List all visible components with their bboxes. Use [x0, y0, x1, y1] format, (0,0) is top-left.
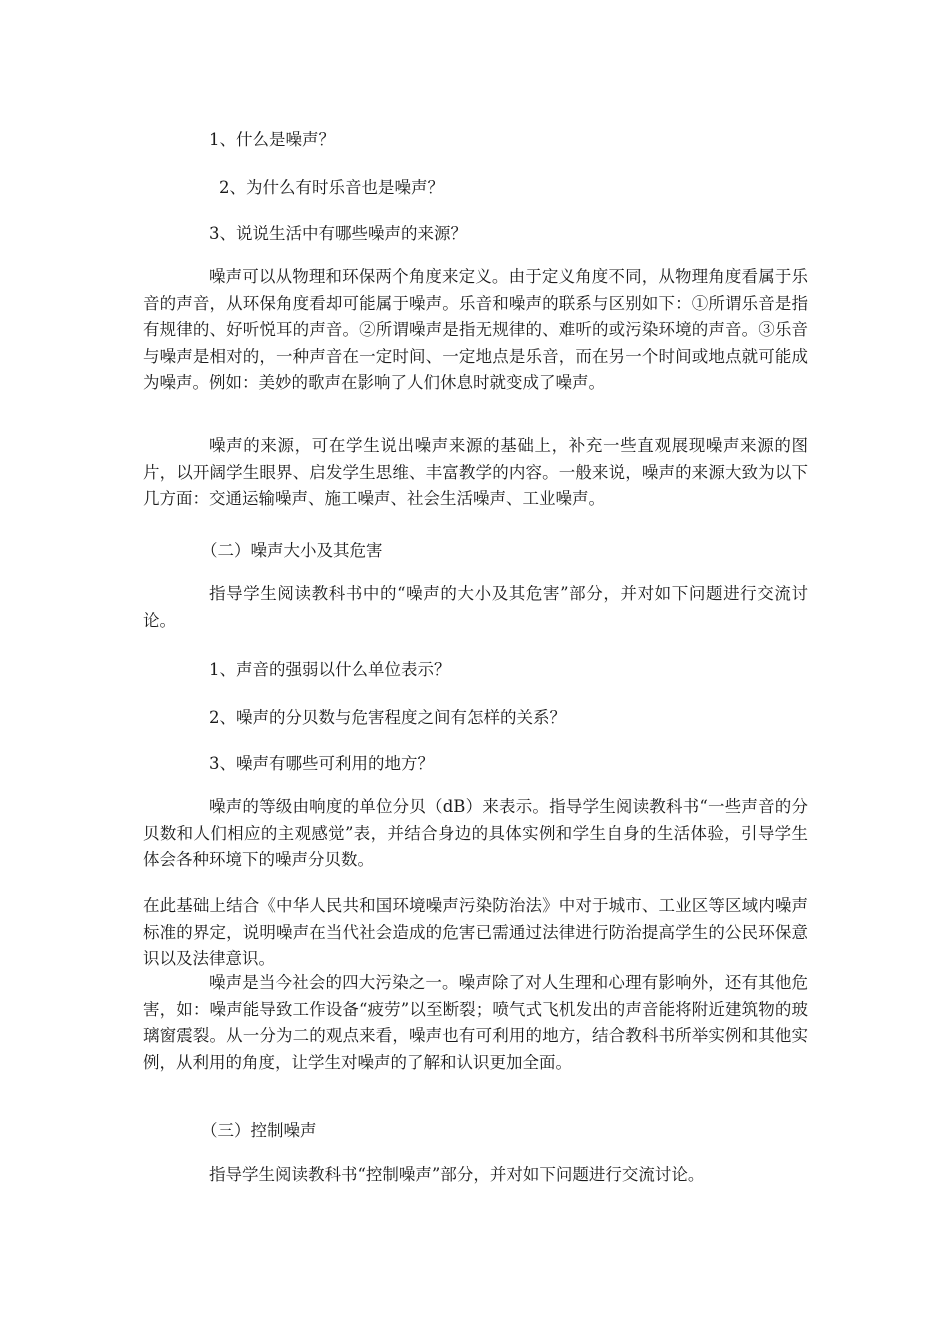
paragraph-guide-control-noise: 指导学生阅读教科书“控制噪声”部分，并对如下问题进行交流讨论。	[209, 1165, 705, 1184]
question-noise-sources: 3、说说生活中有哪些噪声的来源？	[209, 224, 467, 243]
question-what-is-noise: 1、什么是噪声？	[209, 130, 335, 149]
paragraph-four-pollutions: 噪声是当今社会的四大污染之一。噪声除了对人生理和心理有影响外，还有其他危害，如：噪声能导致工作设备“疲劳”以至断裂；喷气式飞机发出的声音能将附近建筑物的玻璃窗震裂。从一分为二的观点来看，噪声也有可利用的地方，结合教科书所举实例和其他实例，从利用的角度，让学生对噪声的了解和认识更加全面。	[143, 973, 808, 1072]
paragraph-decibel: 噪声的等级由响度的单位分贝（dB）来表示。指导学生阅读教科书“一些声音的分贝数和人们相应的主观感觉”表，并结合身边的具体实例和学生自身的生活体验，引导学生体会各种环境下的噪声分贝数。	[143, 797, 808, 869]
paragraph-noise-sources: 噪声的来源，可在学生说出噪声来源的基础上，补充一些直观展现噪声来源的图片，以开阔学生眼界、启发学生思维、丰富教学的内容。一般来说，噪声的来源大致为以下几方面：交通运输噪声、施工噪声、社会生活噪声、工业噪声。	[143, 436, 808, 508]
section-heading-noise-level-harm: （二）噪声大小及其危害	[201, 541, 383, 560]
paragraph-guide-reading-harm: 指导学生阅读教科书中的“噪声的大小及其危害”部分，并对如下问题进行交流讨论。	[143, 584, 808, 630]
paragraph-noise-law: 在此基础上结合《中华人民共和国环境噪声污染防治法》中对于城市、工业区等区域内噪声标准的界定，说明噪声在当代社会造成的危害已需通过法律进行防治提高学生的公民环保意识以及法律意识。	[143, 896, 808, 968]
question-decibel-harm-relation: 2、噪声的分贝数与危害程度之间有怎样的关系？	[209, 708, 566, 727]
question-music-as-noise: 2、为什么有时乐音也是噪声？	[219, 178, 444, 197]
question-loudness-unit: 1、声音的强弱以什么单位表示？	[209, 660, 451, 679]
section-heading-control-noise: （三）控制噪声	[201, 1121, 317, 1140]
paragraph-noise-definition: 噪声可以从物理和环保两个角度来定义。由于定义角度不同，从物理角度看属于乐音的声音，从环保角度看却可能属于噪声。乐音和噪声的联系与区别如下：①所谓乐音是指有规律的、好听悦耳的声音。②所谓噪声是指无规律的、难听的或污染环境的声音。③乐音与噪声是相对的，一种声音在一定时间、一定地点是乐音，而在另一个时间或地点就可能成为噪声。例如：美妙的歌声在影响了人们休息时就变成了噪声。	[143, 267, 808, 392]
question-noise-uses: 3、噪声有哪些可利用的地方？	[209, 754, 434, 773]
